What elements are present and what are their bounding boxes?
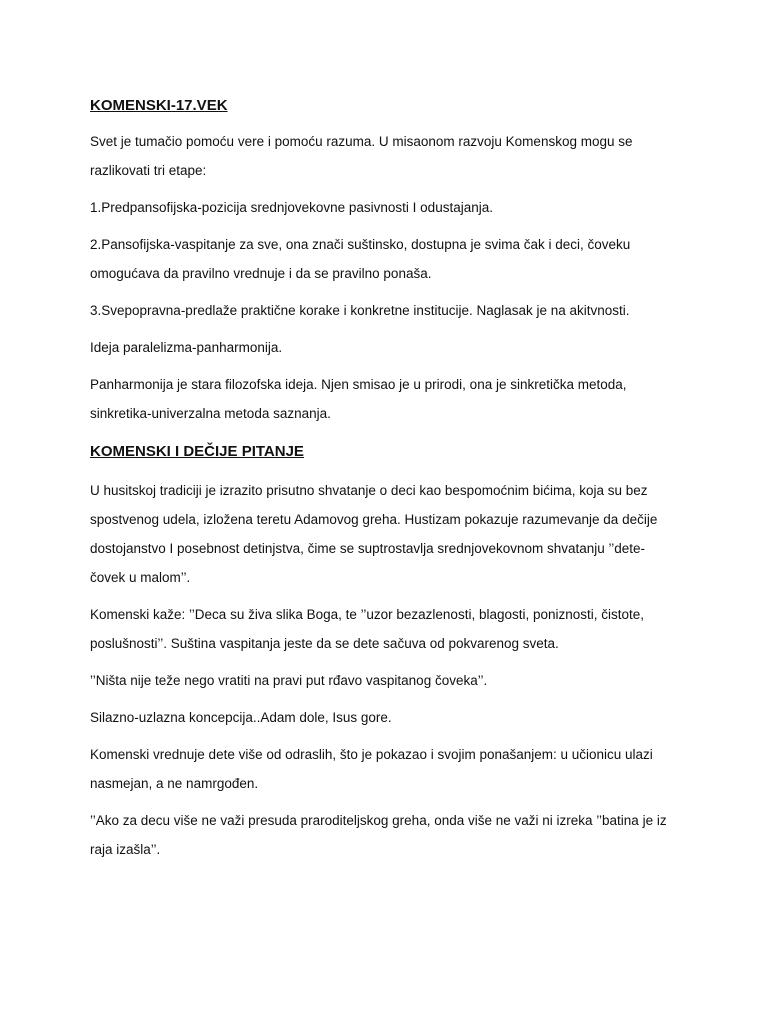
paragraph-komenski-quote: Komenski kaže: ’’Deca su živa slika Boga, te ’’uzor bezazlenosti, blagosti, poniznosti, čistote, poslušnosti’’. Suština vaspitanja jeste da se dete sačuva od pokvarenog sveta. [90, 607, 645, 651]
paragraph-panharmony: Panharmonija je stara filozofska ideja. Njen smisao je u prirodi, ona je sinkretička metoda, sinkretika-univerzalna metoda saznanja. [90, 377, 627, 421]
paragraph-nothing-harder: ’’Ništa nije teže nego vratiti na pravi put rđavo vaspitanog čoveka’’. [90, 673, 488, 688]
paragraph-descending-ascending: Silazno-uzlazna koncepcija..Adam dole, Isus gore. [90, 710, 392, 725]
paragraph-stage-3: 3.Svepopravna-predlaže praktične korake i konkretne institucije. Naglasak je na akitvnosti. [90, 303, 630, 318]
section-heading-komenski-17-vek: KOMENSKI-17.VEK [90, 97, 228, 114]
paragraph-intro: Svet je tumačio pomoću vere i pomoću razuma. U misaonom razvoju Komenskog mogu se razlikovati tri etape: [90, 134, 633, 178]
paragraph-original-sin: ’’Ako za decu više ne važi presuda praroditeljskog greha, onda više ne važi ni izreka ’’batina je iz raja izašla’’. [90, 813, 667, 857]
paragraph-stage-2: 2.Pansofijska-vaspitanje za sve, ona znači suštinsko, dostupna je svima čak i deci, čoveku omogućava da pravilno vrednuje i da se pravilno ponaša. [90, 237, 631, 281]
paragraph-husite-tradition: U husitskoj tradiciji je izrazito prisutno shvatanje o deci kao bespomoćnim bićima, koja su bez spostvenog udela, izložena teretu Adamovog greha. Hustizam pokazuje razumevanje da dečije dostojanstvo I posebnost detinjstva, čime se suptrostavlja srednjovekovnom shvatanju ’’dete-čovek u malom’’. [90, 483, 658, 585]
paragraph-values-child: Komenski vrednuje dete više od odraslih, što je pokazao i svojim ponašanjem: u učionicu ulazi nasmejan, a ne namrgođen. [90, 747, 653, 791]
paragraph-parallelism: Ideja paralelizma-panharmonija. [90, 340, 283, 355]
paragraph-stage-1: 1.Predpansofijska-pozicija srednjovekovne pasivnosti I odustajanja. [90, 200, 493, 215]
section-heading-komenski-decije-pitanje: KOMENSKI I DEČIJE PITANJE [90, 443, 304, 460]
